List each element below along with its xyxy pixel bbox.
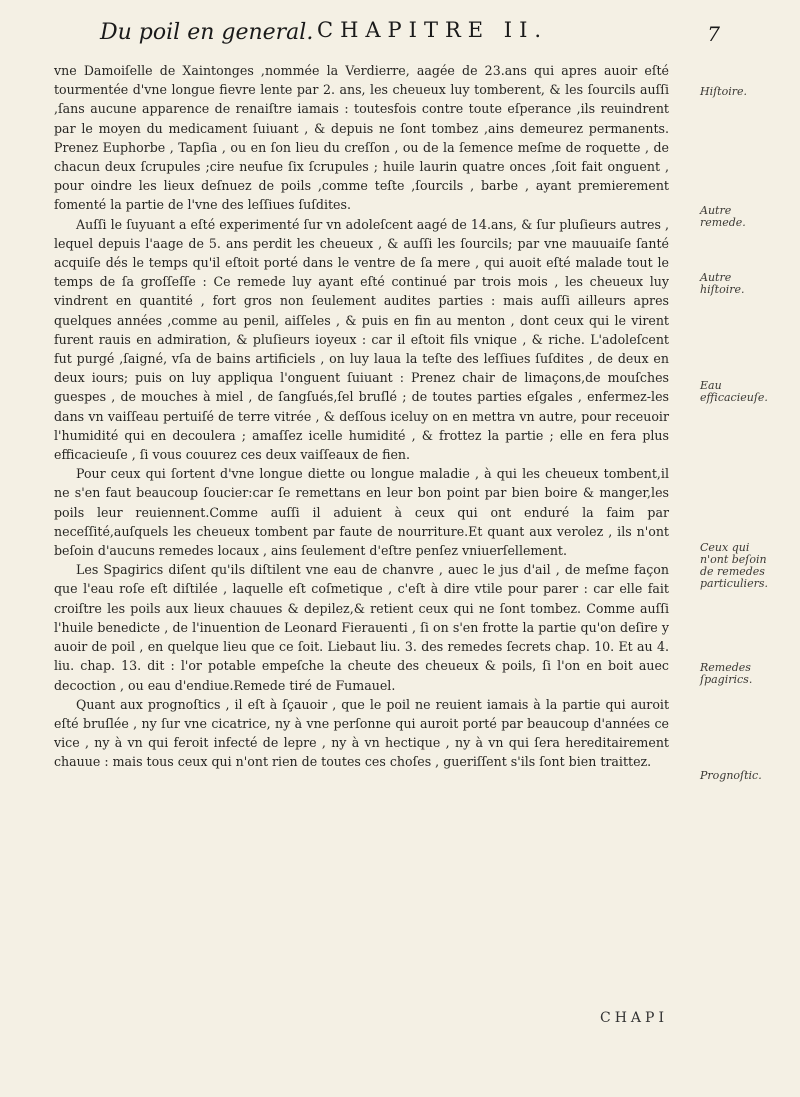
margin-note-remedes-spagirics: Remedes ſpagirics. [700, 661, 753, 686]
paragraph-histoire: vne Damoiſelle de Xaintonges ,nommée la Verdierre, aagée de 23.ans qui apres auoir eſté tourmentée d'vne longue fievre lente par 2. ans, les cheueux luy tomberent, & les ſourcils auſſi ,ſans aucune apparence de renaiſtre iamais : toutesfois contre toute eſperance ,ils reuindrent par le moyen du medicament ſuiuant , & depuis ne ſont tombez ,ains demeurez permanents. Prenez Euphorbe , Tapſia , ou en ſon lieu du creſſon , ou de la ſemence meſme de roquette , de chacun deux ſcrupules ;cire neufue ſix ſcrupules ; huile laurin quatre onces ,ſoit fait onguent , pour oindre les lieux deſnuez de poils ,comme teſte ,ſourcils , barbe , ayant premierement fomenté la partie de l'vne des leſſiues ſuſdites. [54, 63, 669, 213]
margin-note-autre-remede: Autre remede. [700, 204, 746, 229]
margin-note-prognostic: Prognoſtic. [700, 769, 762, 782]
margin-note-autre-histoire: Autre hiſtoire. [700, 271, 745, 296]
page-header [100, 18, 720, 48]
paragraph-autre-histoire: Auſſi le ſuyuant a eſté experimenté ſur vn adoleſcent aagé de 14.ans, & ſur pluſieurs autres , lequel depuis l'aage de 5. ans perdit les cheueux , & auſſi les ſourcils; par vne mauuaiſe ſanté acquiſe dés le temps qu'il eſtoit porté dans le ventre de ſa mere , qui auoit eſté malade tout le temps de ſa groſſeſſe : Ce remede luy ayant eſté continué par trois mois , les cheueux luy vindrent en quantité , fort gros non ſeulement audites parties : mais auſſi ailleurs apres quelques années ,comme au penil, aiſſeles , & puis en fin au menton , dont ceux qui le virent furent rauis en admiration, & pluſieurs ioyeux : car il eſtoit fils vnique , & riche. L'adoleſcent fut purgé ,ſaigné, vſa de bains artificiels , on luy laua la teſte des leſſiues ſuſdites , de deux en deux iours; puis on luy appliqua l'onguent ſuiuant : Prenez chair de limaçons,de mouſches guespes , de mouches à miel , de ſangſués,ſel bruſlé ; de toutes parties eſgales , enfermez-les dans vn vaiſſeau pertuiſé de terre vitrée , & deſſous iceluy on en mettra vn autre, pour receuoir l'humidité qui en decoulera ; amaſſez icelle humidité , & frottez la partie ; elle en fera plus efficacieuſe , ſi vous couurez ces deux vaiſſeaux de fien. [54, 216, 669, 463]
margin-note-ceux-qui: Ceux qui n'ont beſoin de remedes particuliers. [700, 541, 768, 590]
catchword: CHAPI [600, 1010, 668, 1026]
margin-note-histoire: Hiſtoire. [700, 85, 748, 98]
page-number: 7 [707, 22, 720, 46]
running-title: Du poil en general. [100, 20, 314, 45]
chapter-heading: CHAPITRE II. [317, 18, 549, 42]
main-text [54, 61, 669, 772]
paragraph-spagirics: Les Spagirics diſent qu'ils diſtilent vne eau de chanvre , auec le jus d'ail , de meſme façon que l'eau roſe eſt diſtilée , laquelle eſt coſmetique , c'eſt à dire vtile pour parer : car elle fait croiſtre les poils aux lieux chauues & depilez,& retient ceux qui ne ſont tombez. Comme auſſi l'huile benedicte , de l'inuention de Leonard Fierauenti , ſi on s'en frotte la partie qu'on deſire y auoir de poil , en quelque lieu que ce ſoit. Liebaut liu. 3. des remedes ſecrets chap. 10. Et au 4. liu. chap. 13. dit : l'or potable empeſche la cheute des cheueux & poils, ſi l'on en boit auec decoction , ou eau d'endiue.Remede tiré de Fumauel. [54, 562, 669, 693]
paragraph-longue-maladie: Pour ceux qui ſortent d'vne longue diette ou longue maladie , à qui les cheueux tombent,il ne s'en faut beaucoup ſoucier:car ſe remettans en leur bon point par bien boire & manger,les poils leur reuiennent.Comme auſſi il aduient à ceux qui ont enduré la faim par neceſſité,auſquels les cheueux tombent par faute de nourriture.Et quant aux verolez , ils n'ont beſoin d'aucuns remedes locaux , ains ſeulement d'eſtre penſez vniuerſellement. [54, 466, 669, 559]
paragraph-prognostics: Quant aux prognoſtics , il eſt à ſçauoir , que le poil ne reuient iamais à la partie qui auroit eſté bruſlée , ny ſur vne cicatrice, ny à vne perſonne qui auroit porté par beaucoup d'années ce vice , ny à vn qui feroit infecté de lepre , ny à vn hectique , ny à vn qui ſera hereditairement chauue : mais tous ceux qui n'ont rien de toutes ces choſes , gueriſſent s'ils ſont bien traittez. [54, 696, 669, 770]
margin-note-eau-efficacieuse: Eau efficacieuſe. [700, 379, 768, 404]
